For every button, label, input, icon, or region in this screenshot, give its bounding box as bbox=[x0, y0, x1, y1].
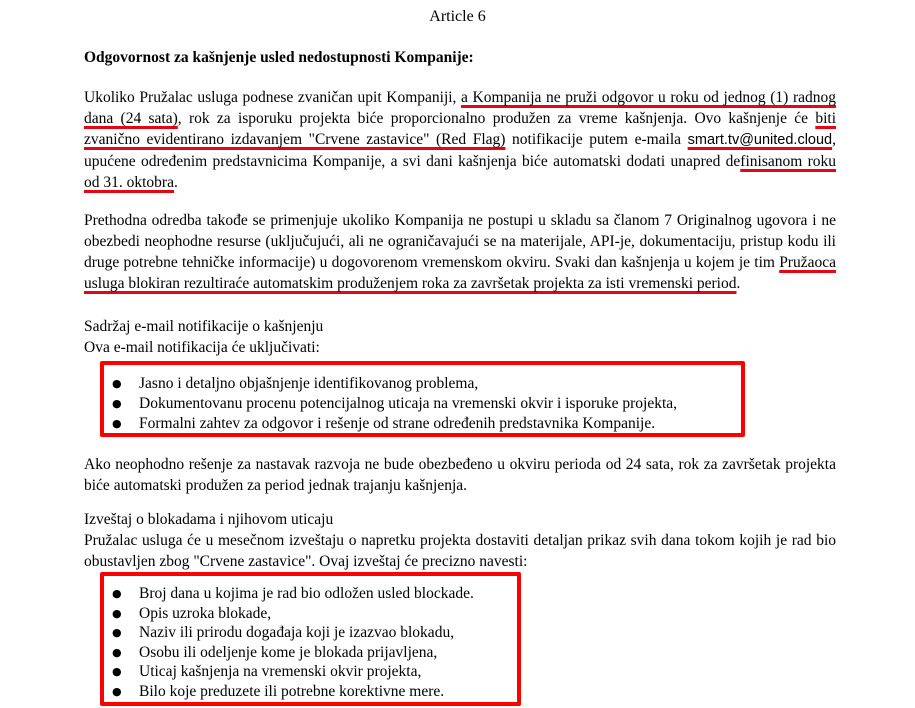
article-title: Article 6 bbox=[429, 8, 486, 25]
list-item: ● Bilo koje preduzete ili potrebne korektivne mere. bbox=[104, 682, 517, 702]
p1-text-5: . bbox=[173, 174, 178, 191]
p1-underline-response: a Kompanija ne pruži odgovor u roku od jednog (1) radnog dana (24 sata) bbox=[84, 89, 836, 127]
paragraph-3: Ako neophodno rešenje za nastavak razvoja ne bude obezbeđeno u okviru perioda od 24 sata, rok za završetak projekta biće automatski produžen za period jednak trajanju kašnjenja. bbox=[84, 456, 836, 494]
p2-underline-extension: Pružaoca usluga blokiran rezultiraće automatskim produženjem roka za završetak projekta za isti vremenski period bbox=[84, 254, 836, 292]
report-section-title: Izveštaj o blokadama i njihovom uticaju bbox=[84, 511, 334, 528]
paragraph-1 bbox=[84, 87, 836, 193]
p1-underline-deadline: finisanom roku od 31. oktobra bbox=[84, 153, 837, 191]
section-heading: Odgovornost za kašnjenje usled nedostupnosti Kompanije: bbox=[84, 49, 474, 66]
email-section-title: Sadržaj e-mail notifikacije o kašnjenju bbox=[84, 318, 324, 335]
list-item: ● Broj dana u kojima je rad bio odložen usled blockade. bbox=[104, 584, 517, 604]
paragraph-2 bbox=[84, 210, 836, 294]
p1-underline-red-flag: biti zvanično evidentirano izdavanjem "Crvene zastavice" (Red Flag) bbox=[84, 110, 836, 148]
p1-text-3: notifikacije putem e-maila bbox=[505, 131, 688, 148]
email-items-list bbox=[104, 374, 741, 434]
email-items-box bbox=[100, 361, 745, 437]
report-section-intro: Pružalac usluga će u mesečnom izveštaju o napretku projekta dostaviti detaljan prikaz svih dana tokom kojih je rad bio obustavljen zbog "Crvene zastavice". Ovaj izveštaj će precizno navesti: bbox=[84, 532, 836, 570]
email-section-intro: Ova e-mail notifikacija će uključivati: bbox=[84, 339, 320, 356]
list-item: ● Formalni zahtev za odgovor i rešenje od strane određenih predstavnika Kompanije. bbox=[104, 414, 741, 434]
p1-email-link: smart.tv@united.cloud bbox=[687, 132, 833, 148]
list-item: ● Uticaj kašnjenja na vremenski okvir projekta, bbox=[104, 662, 517, 682]
list-item: ● Naziv ili prirodu događaja koji je izazvao blokadu, bbox=[104, 623, 517, 643]
list-item: ● Dokumentovanu procenu potencijalnog uticaja na vremenski okvir i isporuke projekta, bbox=[104, 394, 741, 414]
list-item: ● Osobu ili odeljenje kome je blokada prijavljena, bbox=[104, 643, 517, 663]
p1-text-1: Ukoliko Pružalac usluga podnese zvaničan upit Kompaniji, bbox=[84, 89, 462, 106]
p2-text-1: Prethodna odredba takođe se primenjuje ukoliko Kompanija ne postupi u skladu sa članom 7 Originalnog ugovora i ne obezbedi neophodne resurse (uključujući, ali ne ograničavajući se na materijale, API-je, dokumentaciju, pristup kodu ili druge potrebne tehničke informacije) u dogovorenom vremenskom okviru. Svaki dan kašnjenja u kojem je tim bbox=[84, 212, 836, 271]
list-item: ● Jasno i detaljno objašnjenje identifikovanog problema, bbox=[104, 374, 741, 394]
p1-text-4: , upućene određenim predstavnicima Kompanije, a svi dani kašnjenja biće automatski dodati unapred de bbox=[84, 131, 836, 170]
p1-text-2: , rok za isporuku projekta biće proporcionalno produžen za vreme kašnjenja. Ovo kašnjenje će bbox=[177, 110, 816, 127]
report-items-list bbox=[104, 584, 517, 701]
p2-text-2: . bbox=[736, 275, 741, 292]
list-item: ● Opis uzroka blokade, bbox=[104, 604, 517, 624]
report-items-box bbox=[100, 572, 521, 706]
